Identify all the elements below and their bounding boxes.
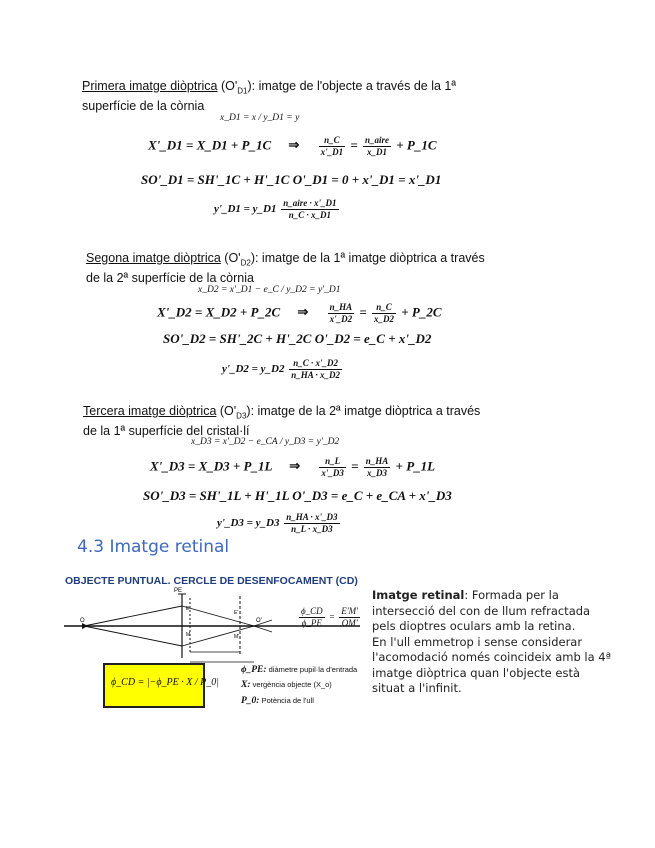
section-2-title: Segona imatge diòptrica $(O'_{D2})$: imatge de la 1ª imatge diòptrica a través de la 2ª superfície de la còrnia [86, 251, 485, 285]
section-2-eq2: SO'_D2 = SH'_2C + H'_2C O'_D2 = e_C + x'_D2 [163, 331, 432, 346]
section-1-eq1: X'_D1 = X_D1 + P_1C ⇒ $\frac{n\_C}{x'\_D1}$ = $\frac{\text{n\_aire}}{x\_D1}$ + P_1C [148, 135, 437, 157]
defocus-formula: ϕ_CD = |−ϕ_PE · X / P_0| [111, 677, 219, 688]
figure-title: OBJECTE PUNTUAL. CERCLE DE DESENFOCAMENT (CD) [65, 575, 358, 587]
section-3-small-eq: x_D3 = x'_D2 − e_CA / y_D3 = y'_D2 [191, 437, 340, 447]
section-3-title: Tercera imatge diòptrica $(O'_{D3})$: imatge de la 2ª imatge diòptrica a través de la 1ª superfície del cristal·lí [83, 404, 481, 438]
ray-top [84, 606, 182, 626]
section-3-eq3: y'_D3 = y_D3 $\frac{n\_HA \cdot x'\_D3}{n\_L \cdot x\_D3}$ [217, 512, 338, 534]
section-1-eq3: y'_D1 = y_D1 $\frac{\text{n\_aire · x'\_D1}}{n\_C \cdot x\_D1}$ [214, 198, 337, 220]
label-pe: PE [174, 588, 183, 594]
section-3-eq2: SO'_D3 = SH'_1L + H'_1L O'_D3 = e_C + e_CA + x'_D3 [143, 488, 452, 503]
section-1-eq2: SO'_D1 = SH'_1C + H'_1C O'_D1 = 0 + x'_D1 = x'_D1 [141, 172, 442, 187]
legend-item-2: X: vergència objecte (X_o) [241, 680, 332, 690]
section-1-small-eq: x_D1 = x / y_D1 = y [220, 113, 300, 123]
label-e: E [186, 606, 190, 612]
label-op: O' [256, 618, 262, 624]
label-mp: M' [234, 634, 240, 640]
section-1-title: Primera imatge diòptrica $(O'_{D1})$: imatge de l'objecte a través de la 1ª superfície de la còrnia [82, 79, 456, 113]
formula-box [103, 663, 219, 708]
section-3-eq1: X'_D3 = X_D3 + P_1L ⇒ $\frac{n\_L}{x'\_D3}$ = $\frac{n\_HA}{x\_D3}$ + P_1L [150, 456, 436, 478]
section-2-eq3: y'_D2 = y_D2 $\frac{n\_C \cdot x'\_D2}{n\_HA \cdot x\_D2}$ [222, 358, 340, 380]
ratio-formula: $\frac{\phi\_CD}{\phi\_PE}$ = $\frac{E'M'}{OM'}$ [301, 606, 359, 628]
section-2-eq1: X'_D2 = X_D2 + P_2C ⇒ $\frac{n\_HA}{x'\_D2}$ = $\frac{n\_C}{x\_D2}$ + P_2C [157, 302, 442, 324]
ray-bottom [84, 626, 182, 646]
section-heading: 4.3 Imatge retinal [77, 537, 230, 557]
legend-item-3: P_0: Potència de l'ull [241, 696, 314, 706]
legend-item-1: ϕ_PE: diàmetre pupil·la d'entrada [241, 665, 358, 675]
label-ep: E' [234, 610, 239, 616]
label-o: O [80, 618, 85, 624]
retinal-image-description: Imatge retinal: Formada per la intersecció del con de llum refractada pels dioptres oculars amb la retina. En l'ull emmetrop i sense considerar l'acomodació només coincideix amb la 4ª imatge diòptrica quan l'objecte està situat a l'infinit. [372, 588, 612, 695]
section-2-small-eq: x_D2 = x'_D1 − e_C / y_D2 = y'_D1 [198, 285, 341, 295]
label-m: M [186, 632, 191, 638]
